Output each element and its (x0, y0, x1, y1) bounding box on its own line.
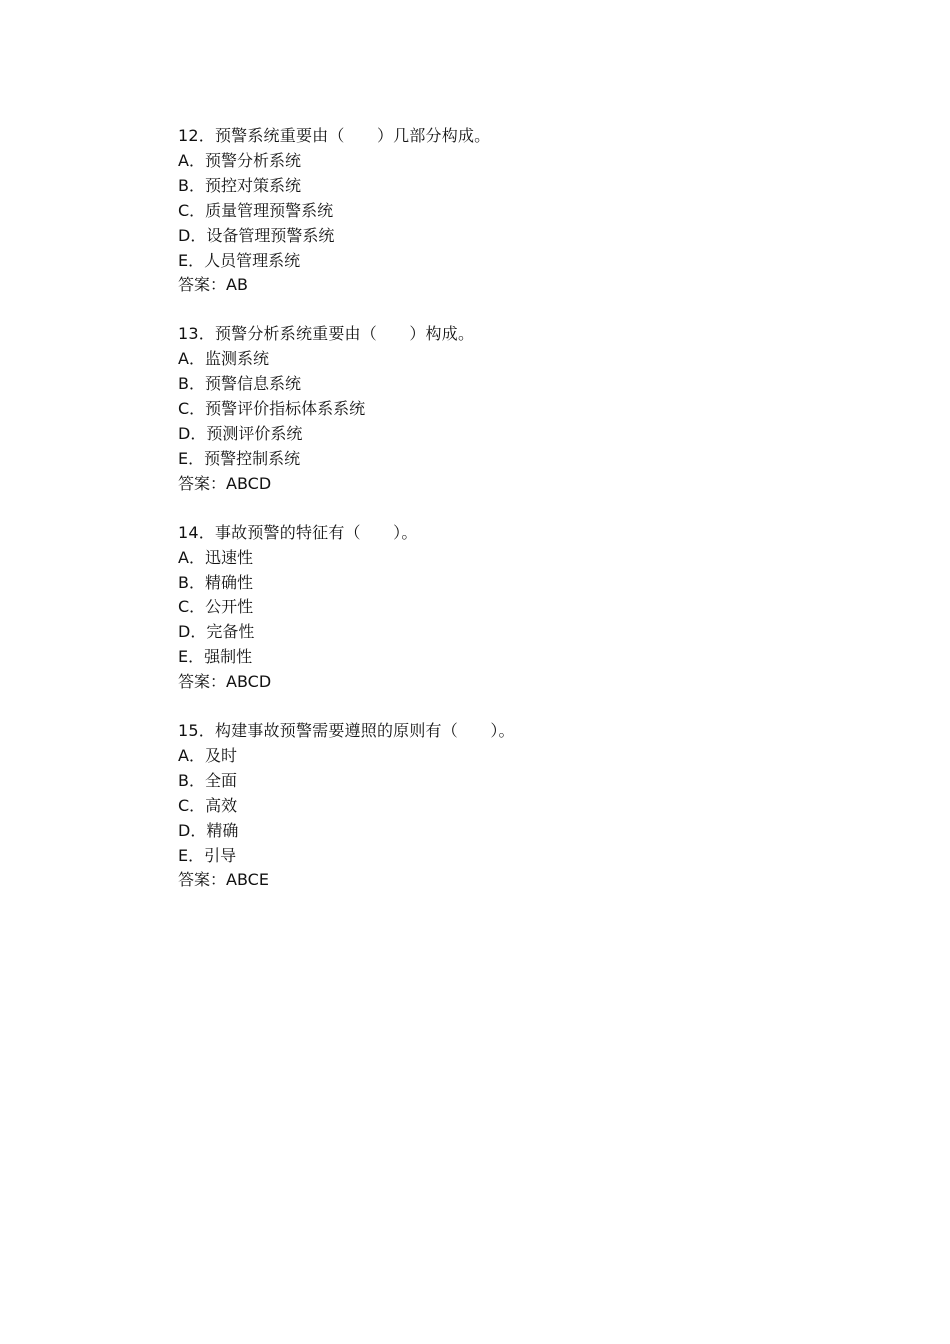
option-b: B．预警信息系统 (178, 374, 301, 394)
option-e: E．强制性 (178, 647, 253, 667)
option-c: C．预警评价指标体系系统 (178, 399, 366, 419)
answer-line: 答案：ABCD (178, 473, 272, 493)
option-b: B．精确性 (178, 572, 253, 592)
question-stem: 15．构建事故预警需要遵照的原则有（ ）。 (178, 721, 515, 741)
option-a: A．迅速性 (178, 547, 253, 567)
option-d: D．完备性 (178, 622, 255, 642)
question-stem: 12．预警系统重要由（ ）几部分构成。 (178, 126, 491, 145)
option-e: E．引导 (178, 845, 237, 865)
document-page (178, 124, 878, 917)
question-15 (178, 719, 878, 893)
option-c: C．公开性 (178, 597, 254, 617)
option-d: D．设备管理预警系统 (178, 225, 335, 245)
answer-line: 答案：ABCE (178, 870, 269, 890)
option-d: D．预测评价系统 (178, 423, 303, 443)
question-14 (178, 521, 878, 695)
option-e: E．预警控制系统 (178, 448, 301, 468)
question-stem: 14．事故预警的特征有（ ）。 (178, 522, 418, 542)
option-c: C．质量管理预警系统 (178, 200, 334, 220)
option-a: A．监测系统 (178, 349, 269, 369)
option-b: B．预控对策系统 (178, 175, 301, 195)
question-stem: 13．预警分析系统重要由（ ）构成。 (178, 324, 475, 344)
answer-line: 答案：AB (178, 275, 248, 295)
option-d: D．精确 (178, 820, 239, 840)
answer-line: 答案：ABCD (178, 672, 272, 692)
option-c: C．高效 (178, 795, 238, 815)
question-13 (178, 322, 878, 496)
option-e: E．人员管理系统 (178, 250, 301, 270)
option-b: B．全面 (178, 770, 237, 790)
question-12 (178, 124, 878, 298)
option-a: A．预警分析系统 (178, 150, 301, 170)
option-a: A．及时 (178, 745, 237, 765)
